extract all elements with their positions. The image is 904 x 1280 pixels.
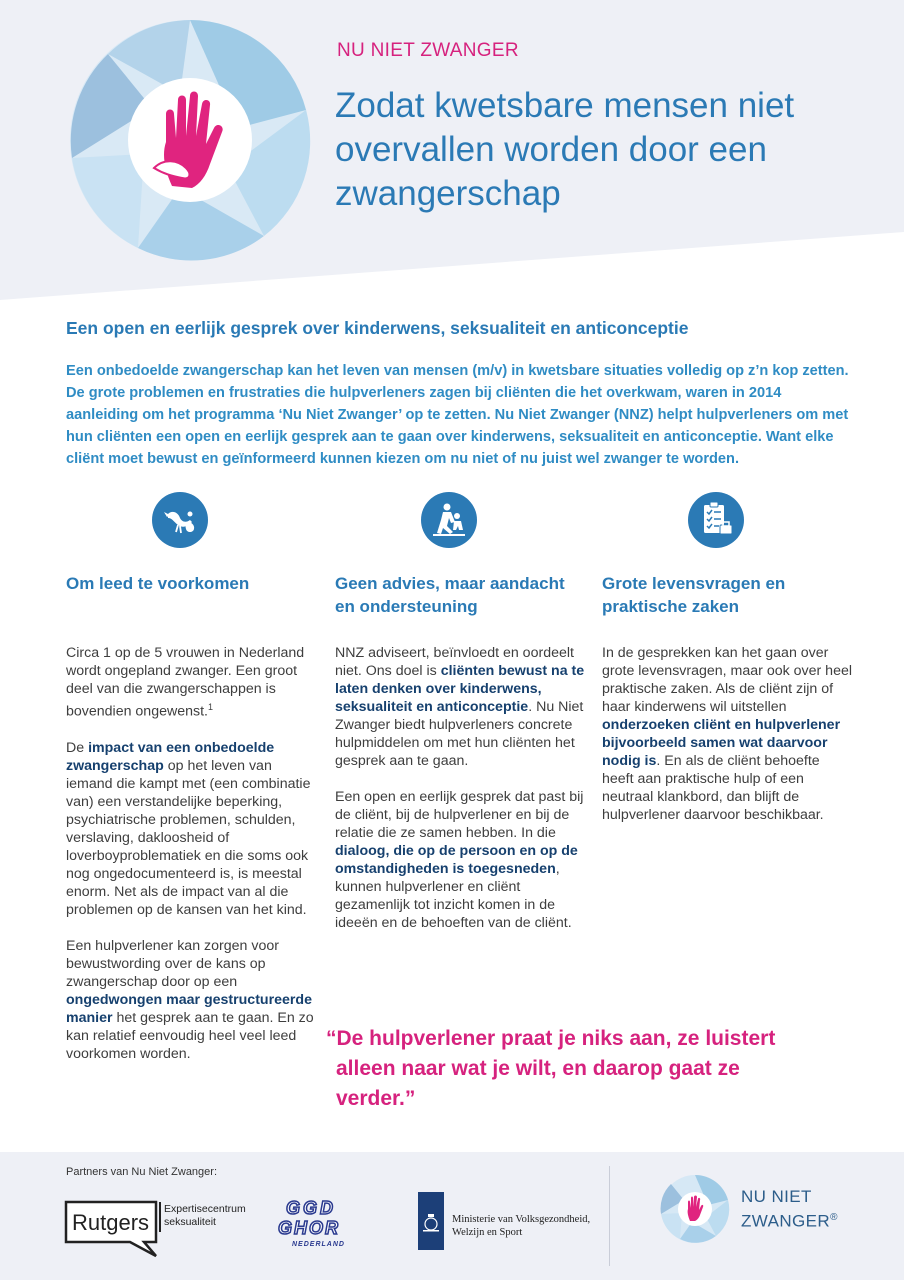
- column-text: [602, 644, 852, 824]
- intro-text: Een onbedoelde zwangerschap kan het leven van mensen (m/v) in kwetsbare situaties volledig op z’n kop zetten. De grote problemen en frustraties die hulpverleners zagen bij cliënten die het overkwam, waren in 2014 aanleiding om het programma ‘Nu Niet Zwanger’ op te zetten. Nu Niet Zwanger (NNZ) helpt hulpverleners om met hun cliënten een open en eerlijk gesprek aan te gaan over kinderwens, seksualiteit en anticonceptie. Want elke cliënt moet bewust en geïnformeerd kunnen kiezen om nu niet of nu juist wel zwanger te worden.: [66, 363, 849, 467]
- stork-icon: [152, 492, 208, 548]
- intro-title: Een open en eerlijk gesprek over kinderwens, seksualiteit en anticonceptie: [66, 318, 689, 338]
- footnote-marker: 1: [208, 702, 214, 712]
- page-title: Zodat kwetsbare mensen niet overvallen worden door een zwangerschap: [335, 86, 795, 213]
- column-title: Grote levensvragen en praktische zaken: [602, 574, 786, 616]
- column-title: Geen advies, maar aandacht en ondersteuning: [335, 574, 565, 616]
- emphasis: impact van een onbedoelde zwangerschap: [66, 739, 275, 774]
- emphasis: dialoog, die op de persoon en op de omstandigheden is toegesneden: [335, 843, 578, 877]
- footer-brand-logo: [660, 1174, 730, 1244]
- column-text: [66, 644, 316, 1063]
- support-people-icon: [421, 492, 477, 548]
- column-prevent-suffering: [66, 492, 316, 1081]
- ministerie-vws-logo: [418, 1192, 598, 1250]
- quote-line: “De hulpverlener praat je niks aan, ze luistert: [326, 1027, 776, 1050]
- nederland-text: NEDERLAND: [292, 1241, 345, 1248]
- rutgers-subtitle: Expertisecentrum: [164, 1203, 246, 1215]
- paragraph: In de gesprekken kan het gaan over grote levensvragen, maar ook over heel praktische zaken. Als de cliënt zijn of haar kinderwens wil uitstellen onderzoeken cliënt en hulpverlener bijvoorbeeld samen wat daarvoor nodig is. En als de cliënt behoefte heeft aan praktische hulp of een neutraal klankbord, dan blijft de hulpverlener daarvoor beschikbaar.: [602, 645, 852, 823]
- paragraph: NNZ adviseert, beïnvloedt en oordeelt niet. Ons doel is cliënten bewust na te laten denken over kinderwens, seksualiteit en anticonceptie. Nu Niet Zwanger biedt hulpverleners concrete hulpmiddelen om met hun cliënten het gesprek aan te gaan.: [335, 645, 585, 769]
- paragraph: De impact van een onbedoelde zwangerschap op het leven van iemand die kampt met (een combinatie van) een verstandelijke beperking, psychiatrische problemen, schulden, verslaving, dakloosheid of loverboyproblematiek en die soms ook nog ongedocumenteerd is, is meestal enorm. Net als de impact van al die problemen op de kansen van het kind.: [66, 739, 311, 918]
- footer: [0, 1152, 904, 1280]
- partners-label: Partners van Nu Niet Zwanger:: [66, 1166, 218, 1178]
- ministerie-name: Ministerie van Volksgezondheid,: [452, 1214, 591, 1225]
- ghor-text: GHOR: [278, 1218, 340, 1238]
- checklist-icon: [688, 492, 744, 548]
- paragraph: Circa 1 op de 5 vrouwen in Nederland wordt ongepland zwanger. Een groot deel van die zwangerschappen is bovendien ongewenst.$^1$: [66, 645, 305, 720]
- rutgers-subtitle: seksualiteit: [164, 1216, 216, 1228]
- emphasis: onderzoeken cliënt en hulpverlener bijvoorbeeld samen wat daarvoor nodig is: [602, 717, 841, 769]
- ggd-ghor-logo: [276, 1196, 360, 1248]
- quote-line: verder.”: [336, 1087, 416, 1110]
- ggd-text: GGD: [286, 1198, 337, 1218]
- column-life-questions: [602, 492, 852, 842]
- column-title: Om leed te voorkomen: [66, 574, 250, 593]
- paragraph: Een hulpverlener kan zorgen voor bewustwording over de kans op zwangerschap door op een ongedwongen maar gestructureerde manier het gesprek aan te gaan. En zo kan relatief eenvoudig heel veel leed voorkomen worden.: [66, 937, 314, 1062]
- paragraph: Een open en eerlijk gesprek dat past bij de cliënt, bij de hulpverlener en bij de relatie die ze samen hebben. In die dialoog, die op de persoon en op de omstandigheden is toegesneden, kunnen hulpverlener en cliënt gezamenlijk tot inzicht komen in de ideeën en de behoeften van de cliënt.: [335, 789, 584, 931]
- quote-line: alleen naar wat je wilt, en daarop gaat ze: [336, 1057, 740, 1080]
- emphasis: cliënten bewust na te laten denken over kinderwens, seksualiteit en anticonceptie: [335, 663, 585, 715]
- brand-kicker: NU NIET ZWANGER: [337, 40, 519, 61]
- rutgers-logo: [64, 1198, 284, 1258]
- footer-brand-name: NU NIET ZWANGER®: [741, 1187, 838, 1231]
- footer-divider: [609, 1166, 610, 1266]
- ministerie-name: Welzijn en Sport: [452, 1227, 523, 1238]
- pull-quote: [326, 1024, 846, 1114]
- rutgers-name: Rutgers: [72, 1210, 150, 1235]
- column-text: [335, 644, 585, 932]
- emphasis: ongedwongen maar gestructureerde manier: [66, 991, 312, 1026]
- column-attention-support: [335, 492, 585, 950]
- nu-niet-zwanger-logo: [68, 18, 312, 262]
